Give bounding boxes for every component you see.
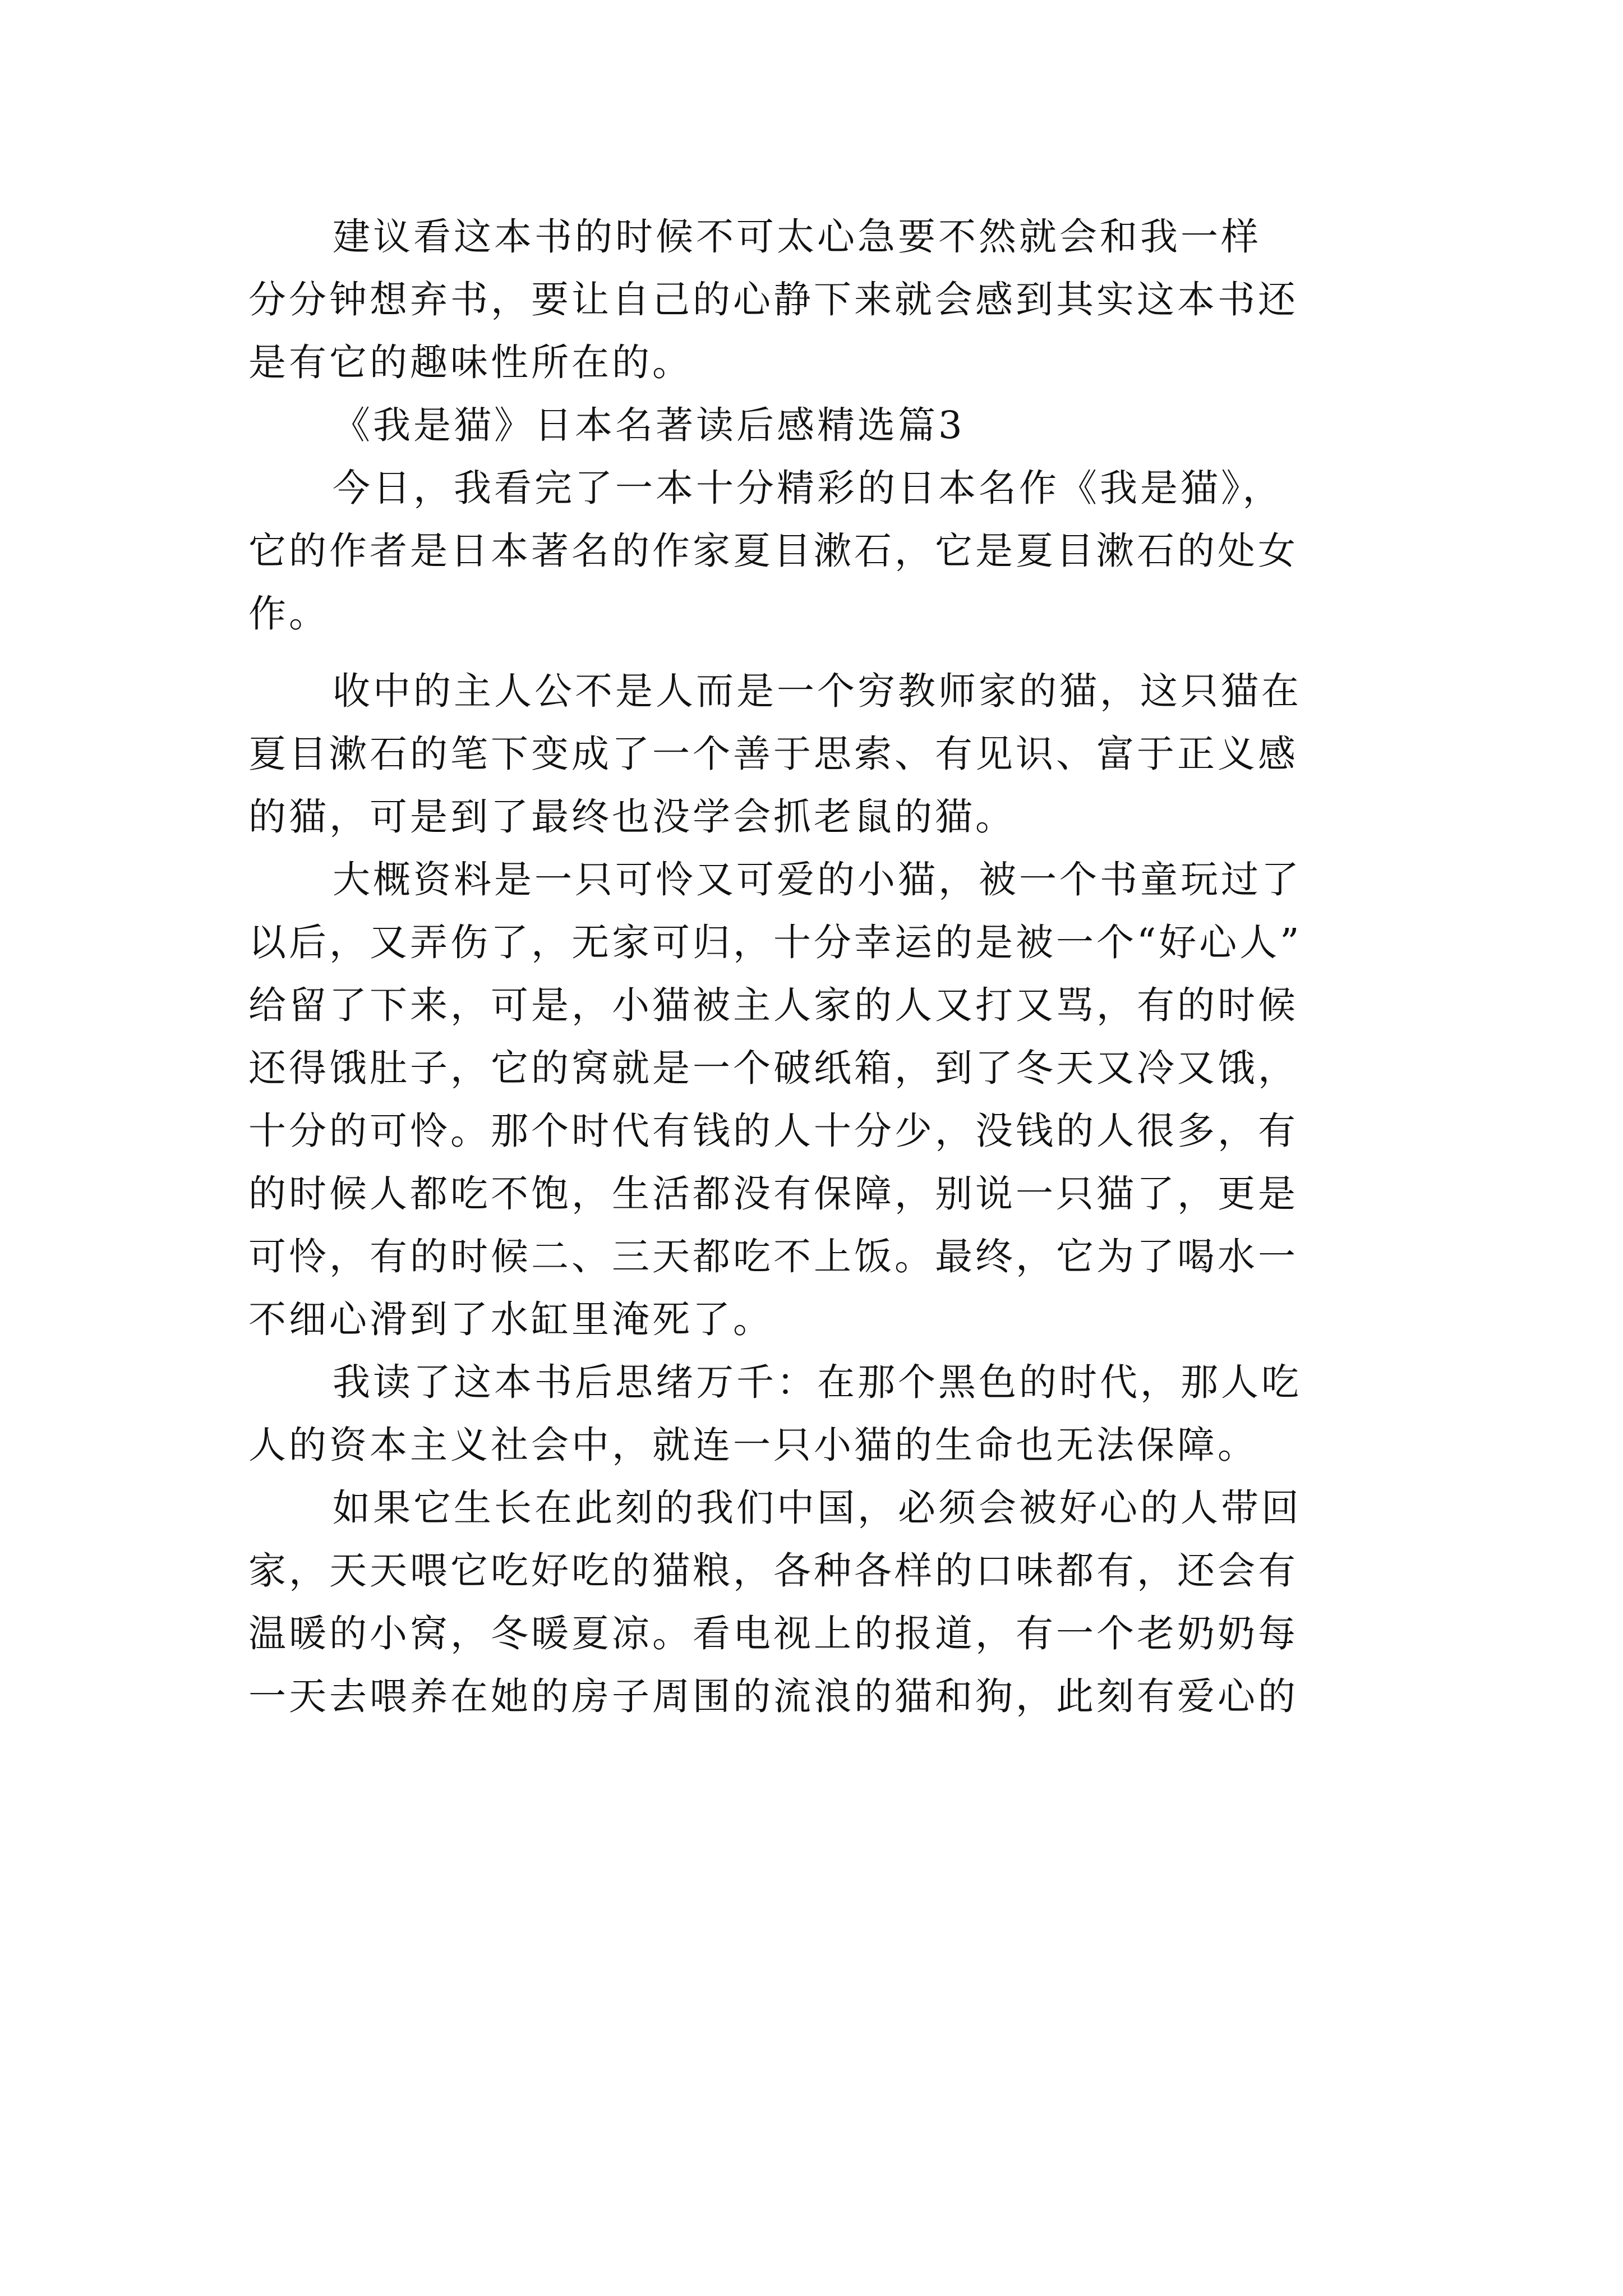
paragraph-line: 大概资料是一只可怜又可爱的小猫，被一个书童玩过了	[333, 858, 1302, 901]
section-heading: 《我是猫》日本名著读后感精选篇3	[333, 403, 965, 447]
paragraph-line: 温暖的小窝，冬暖夏凉。看电视上的报道，有一个老奶奶每	[248, 1612, 1298, 1655]
paragraph-line: 家，天天喂它吃好吃的猫粮，各种各样的口味都有，还会有	[248, 1549, 1298, 1593]
paragraph-line: 如果它生长在此刻的我们中国，必须会被好心的人带回	[333, 1486, 1302, 1530]
paragraph-line: 可怜，有的时候二、三天都吃不上饭。最终，它为了喝水一	[248, 1235, 1298, 1278]
paragraph-line: 人的资本主义社会中，就连一只小猫的生命也无法保障。	[248, 1423, 1258, 1467]
paragraph-line: 作。	[248, 592, 329, 636]
paragraph-line: 今日，我看完了一本十分精彩的日本名作《我是猫》，	[333, 466, 1283, 510]
paragraph-line: 是有它的趣味性所在的。	[248, 341, 693, 384]
paragraph-line: 还得饿肚子，它的窝就是一个破纸箱，到了冬天又冷又饿，	[248, 1046, 1298, 1090]
paragraph-line: 建议看这本书的时候不可太心急要不然就会和我一样	[333, 215, 1261, 259]
paragraph-line: 它的作者是日本著名的作家夏目漱石，它是夏目漱石的处女	[248, 529, 1298, 573]
paragraph-line: 十分的可怜。那个时代有钱的人十分少，没钱的人很多，有	[248, 1109, 1298, 1153]
paragraph-line: 以后，又弄伤了，无家可归，十分幸运的是被一个“好心人”	[248, 921, 1302, 964]
paragraph-line: 不细心滑到了水缸里淹死了。	[248, 1297, 773, 1341]
paragraph-line: 分分钟想弃书，要让自己的心静下来就会感到其实这本书还	[248, 278, 1298, 321]
paragraph-line: 收中的主人公不是人而是一个穷教师家的猫，这只猫在	[333, 669, 1302, 713]
paragraph-line: 一天去喂养在她的房子周围的流浪的猫和狗，此刻有爱心的	[248, 1674, 1298, 1718]
paragraph-line: 的猫，可是到了最终也没学会抓老鼠的猫。	[248, 795, 1016, 839]
paragraph-line: 的时候人都吃不饱，生活都没有保障，别说一只猫了，更是	[248, 1172, 1298, 1216]
article-body	[248, 205, 1376, 1728]
paragraph-line: 给留了下来，可是，小猫被主人家的人又打又骂，有的时候	[248, 983, 1298, 1027]
paragraph-line: 夏目漱石的笔下变成了一个善于思索、有见识、富于正义感	[248, 732, 1298, 776]
paragraph-line: 我读了这本书后思绪万千：在那个黑色的时代，那人吃	[333, 1360, 1302, 1404]
